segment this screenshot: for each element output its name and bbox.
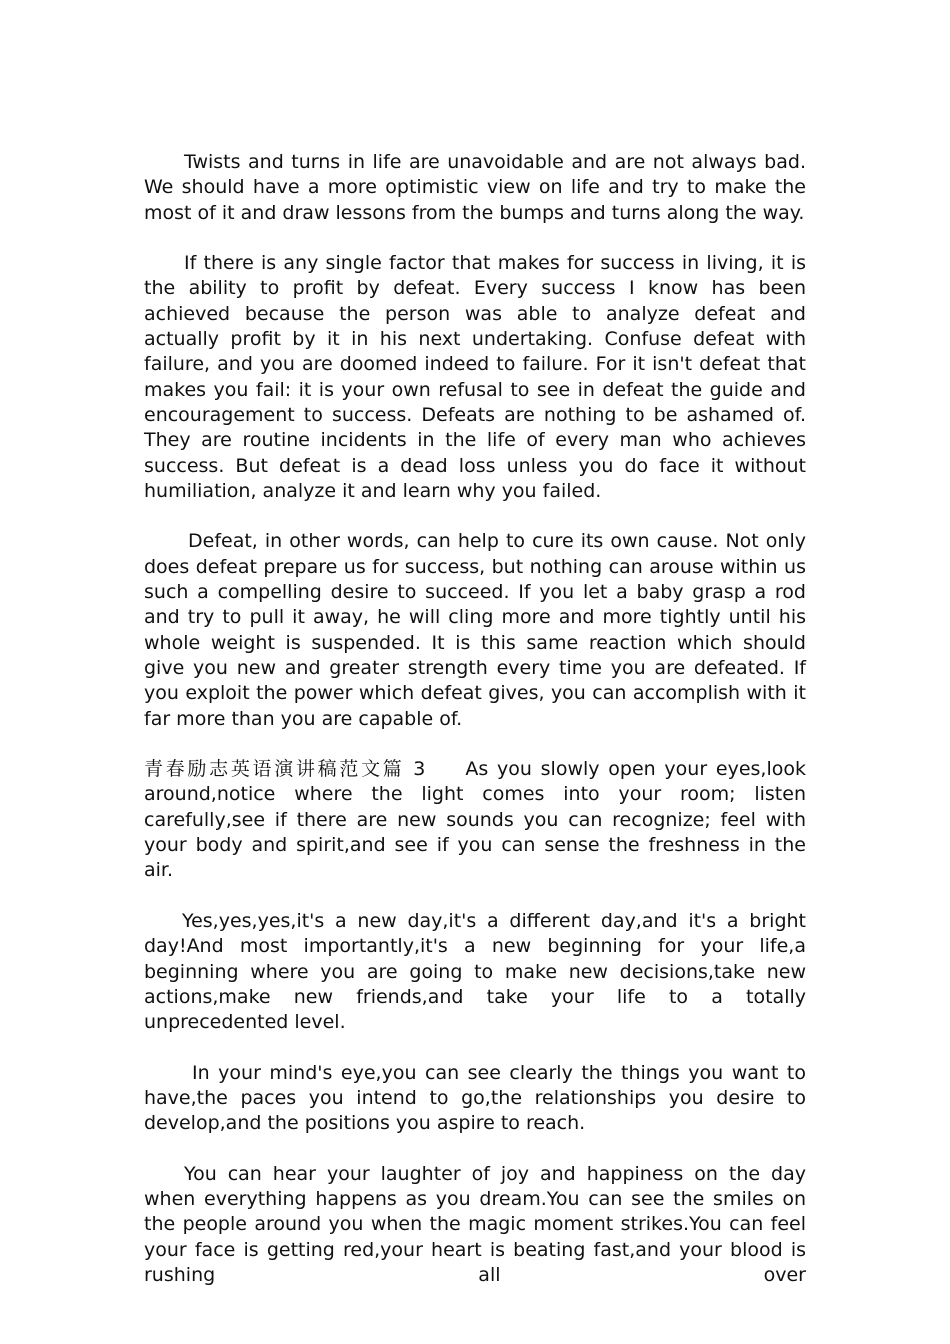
section-first-text: As you slowly open your eyes,look around,notice where the light comes into your room; listen carefully,see if there are new sounds you can recognize; feel with your body and spirit,and see if you can sense the freshness in the air. [144,758,806,882]
document-page [144,150,806,1314]
section-3-paragraph [144,757,806,883]
paragraph-profit-by-defeat: If there is any single factor that makes for success in living, it is the ability to profit by defeat. Every success I know has been achieved because the person was able to analyze defeat and actually profit by it in his next undertaking. Confuse defeat with failure, and you are doomed indeed to failure. For it isn't defeat that makes you fail: it is your own refusal to see in defeat the guide and encouragement to success. Defeats are nothing to be ashamed of. They are routine incidents in the life of every man who achieves success. But defeat is a dead loss unless you do face it without humiliation, analyze it and learn why you failed. [144,252,806,502]
paragraph-minds-eye: In your mind's eye,you can see clearly the things you want to have,the paces you intend to go,the relationships you desire to develop,and the positions you aspire to reach. [144,1061,806,1135]
section-heading: 青春励志英语演讲稿范文篇 3 [144,758,426,781]
paragraph-defeat-cure: Defeat, in other words, can help to cure its own cause. Not only does defeat prepare us for success, but nothing can arouse within us such a compelling desire to succeed. If you let a baby grasp a rod and try to pull it away, he will cling more and more tightly until his whole weight is suspended. It is this same reaction which should give you new and greater strength every time you are defeated. If you exploit the power which defeat gives, you can accomplish with it far more than you are capable of. [144,530,806,730]
paragraph-new-day: Yes,yes,yes,it's a new day,it's a different day,and it's a bright day!And most importantly,it's a new beginning for your life,a beginning where you are going to make new decisions,take new actions,make new friends,and take your life to a totally unprecedented level. [144,909,806,1034]
paragraph-laughter: You can hear your laughter of joy and happiness on the day when everything happens as you dream.You can see the smiles on the people around you when the magic moment strikes.You can feel your face is getting red,your heart is beating fast,and your blood is rushing all over [144,1162,806,1287]
paragraph-twists-and-turns: Twists and turns in life are unavoidable and are not always bad. We should have a more optimistic view on life and try to make the most of it and draw lessons from the bumps and turns along the way. [144,151,806,224]
